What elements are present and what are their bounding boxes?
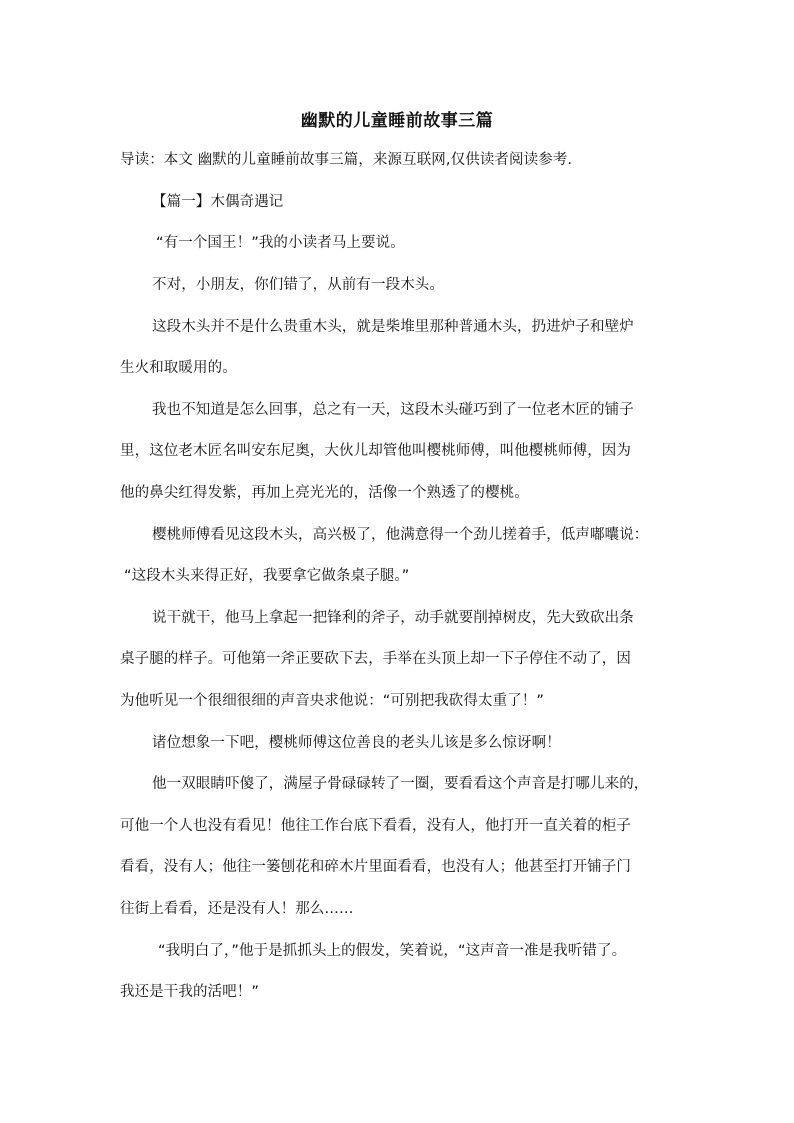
paragraph-line: 他的鼻尖红得发紫，再加上亮光光的，活像一个熟透了的樱桃。: [120, 485, 529, 501]
intro-line: 导读：本文 幽默的儿童睡前故事三篇，来源互联网,仅供读者阅读参考.: [120, 152, 573, 168]
paragraph-line: 这段木头并不是什么贵重木头，就是柴堆里那种普通木头，扔进炉子和壁炉: [152, 319, 634, 335]
paragraph-line: 我还是干我的活吧！”: [120, 984, 260, 1000]
paragraph-line: “这段木头来得正好，我要拿它做条桌子腿。”: [124, 568, 410, 584]
paragraph-line: 可他一个人也没有看见！他往工作台底下看看，没有人，他打开一直关着的柜子: [120, 818, 631, 834]
paragraph-line: 不对，小朋友，你们错了，从前有一段木头。: [152, 277, 444, 293]
paragraph-line: 桌子腿的样子。可他第一斧正要砍下去，手举在头顶上却一下子停住不动了，因: [120, 651, 631, 667]
paragraph-line: 诸位想象一下吧，樱桃师傅这位善良的老头儿该是多么惊讶啊！: [152, 735, 561, 751]
paragraph-line: 樱桃师傅看见这段木头，高兴极了，他满意得一个劲儿搓着手，低声嘟囔说：: [152, 527, 649, 543]
paragraph-line: 往街上看看，还是没有人！那么……: [120, 901, 354, 917]
section-heading: 【篇一】木偶奇遇记: [152, 194, 284, 210]
paragraph-line: 里，这位老木匠名叫安东尼奥，大伙儿却管他叫樱桃师傅，叫他樱桃师傅，因为: [120, 443, 631, 459]
paragraph-line: 说干就干，他马上拿起一把锋利的斧子，动手就要削掉树皮，先大致砍出条: [152, 610, 634, 626]
paragraph-line: 他一双眼睛吓傻了，满屋子骨碌碌转了一圈，要看看这个声音是打哪儿来的，: [152, 776, 649, 792]
paragraph-line: “有一个国王！”我的小读者马上要说。: [156, 235, 405, 251]
paragraph-line: “我明白了，”他于是抓抓头上的假发，笑着说，“这声音一准是我听错了。: [158, 943, 627, 959]
paragraph-line: 生火和取暖用的。: [120, 360, 237, 376]
paragraph-line: 为他听见一个很细很细的声音央求他说：“可别把我砍得太重了！”: [120, 693, 545, 709]
paragraph-line: 看看，没有人；他往一篓刨花和碎木片里面看看，也没有人；他甚至打开铺子门: [120, 859, 631, 875]
document-title: 幽默的儿童睡前故事三篇: [300, 111, 494, 131]
paragraph-line: 我也不知道是怎么回事，总之有一天，这段木头碰巧到了一位老木匠的铺子: [152, 402, 634, 418]
